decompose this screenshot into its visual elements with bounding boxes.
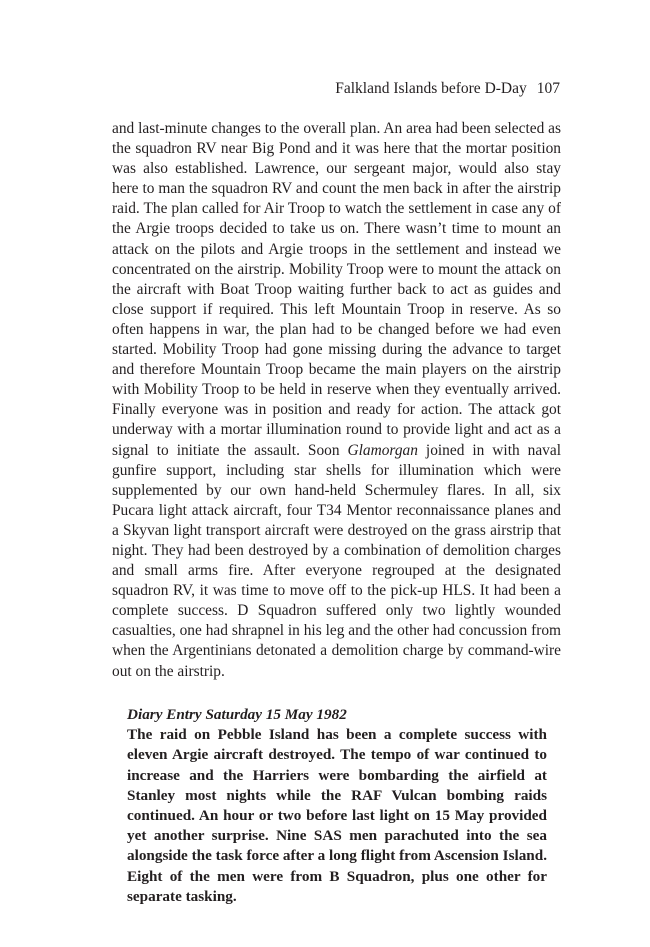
paragraph-part-after: joined in with naval gunfire support, including star shells for illumination which were supplemented by our own hand-held Schermuley flares. In all, six Pucara light attack aircraft, four T34 Mentor reconnaissance planes and a Skyvan light transport aircraft were destroyed on the grass airstrip that night. They had been destroyed by a combination of demolition charges and small arms fire. After everyone regrouped at the designated squadron RV, it was time to move off to the pick-up HLS. It had been a complete success. D Squadron suffered only two lightly wounded casualties, one had shrapnel in his leg and the other had concussion from when the Argentinians detonated a demolition charge by command-wire out on the airstrip. xyxy=(112,441,561,680)
paragraph-part-before: and last-minute changes to the overall plan. An area had been selected as the squadron RV near Big Pond and it was here that the mortar position was also established. Lawrence, our sergeant major, would also stay here to man the squadron RV and count the men back in after the airstrip raid. The plan called for Air Troop to watch the settlement in case any of the Argie troops decided to take us on. There wasn’t time to mount an attack on the pilots and Argie troops in the settlement and instead we concentrated on the airstrip. Mobility Troop were to mount the attack on the aircraft with Boat Troop waiting further back to act as guides and close support if required. This left Mountain Troop in reserve. As so often happens in war, the plan had to be changed before we had even started. Mobility Troop had gone missing during the advance to target and therefore Mountain Troop became the main players on the airstrip with Mobility Troop to be held in reserve when they eventually arrived. Finally everyone was in position and ready for action. The attack got underway with a mortar illumination round to provide light and act as a signal to initiate the assault. Soon xyxy=(112,120,561,459)
diary-heading: Diary Entry Saturday 15 May 1982 xyxy=(127,706,347,723)
diary-text: The raid on Pebble Island has been a complete success with eleven Argie aircraft destroyed. The tempo of war continued to increase and the Harriers were bombarding the airfield at Stanley most nights while the RAF Vulcan bombing raids continued. An hour or two before last light on 15 May provided yet another surprise. Nine SAS men parachuted into the sea alongside the task force after a long flight from Ascension Island. Eight of the men were from B Squadron, plus one other for separate tasking. xyxy=(127,726,547,905)
ship-name: Glamorgan xyxy=(347,441,418,459)
paragraph-text xyxy=(112,119,561,682)
running-head xyxy=(335,79,560,99)
body-paragraph xyxy=(112,119,561,682)
running-title: Falkland Islands before D-Day xyxy=(335,80,527,97)
diary-entry xyxy=(127,705,547,907)
page-number: 107 xyxy=(536,80,560,97)
